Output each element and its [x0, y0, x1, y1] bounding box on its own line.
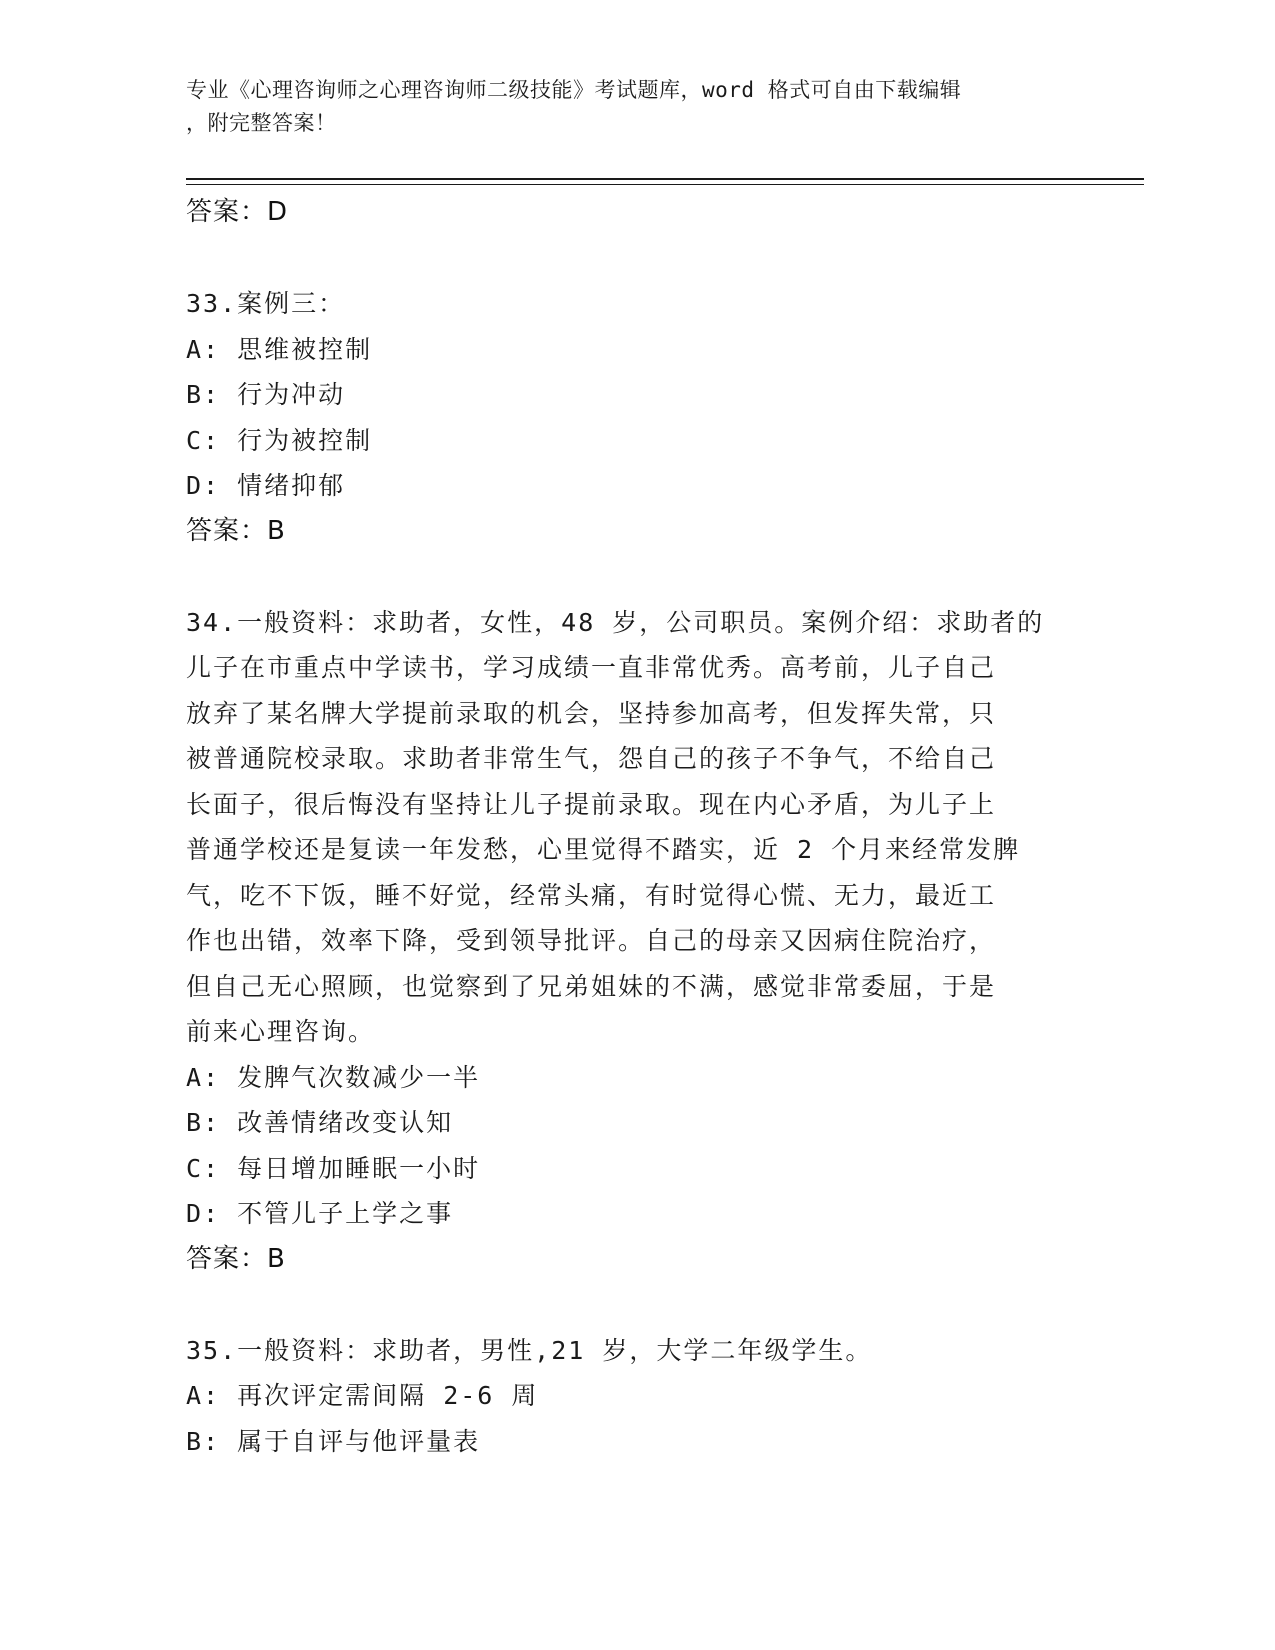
question-stem: 35.一般资料：求助者，男性,21 岁，大学二年级学生。 — [186, 1335, 873, 1365]
question-stem-line: 作也出错，效率下降，受到领导批评。自己的母亲又因病住院治疗， — [186, 926, 997, 955]
question-stem-line: 儿子在市重点中学读书，学习成绩一直非常优秀。高考前，儿子自己 — [186, 653, 997, 682]
question-stem-line: 放弃了某名牌大学提前录取的机会，坚持参加高考，但发挥失常，只 — [186, 698, 997, 728]
option-c: C: 每日增加睡眠一小时 — [186, 1153, 481, 1183]
question-stem-line: 气，吃不下饭，睡不好觉，经常头痛，有时觉得心慌、无力，最近工 — [186, 880, 997, 910]
question-stem-line: 普通学校还是复读一年发愁，心里觉得不踏实，近 2 个月来经常发脾 — [186, 835, 1021, 864]
question-stem-line: 被普通院校录取。求助者非常生气，怨自己的孩子不争气，不给自己 — [186, 744, 997, 773]
question-stem-line: 长面子，很后悔没有坚持让儿子提前录取。现在内心矛盾，为儿子上 — [186, 789, 997, 819]
spacer — [186, 1282, 1066, 1328]
option-a: A: 发脾气次数减少一半 — [186, 1062, 481, 1092]
question-35 — [186, 1328, 1066, 1465]
question-34 — [186, 600, 1066, 1283]
spacer — [186, 554, 1066, 600]
spacer — [186, 236, 1066, 282]
option-d: D: 情绪抑郁 — [186, 471, 346, 500]
option-b: B: 属于自评与他评量表 — [186, 1426, 481, 1456]
question-answer: 答案：B — [186, 1243, 286, 1274]
document-header — [186, 74, 1066, 140]
question-list — [186, 190, 1066, 1464]
header-line-2: ，附完整答案！ — [186, 111, 337, 135]
option-b: B: 行为冲动 — [186, 380, 346, 409]
header-divider-thin — [186, 184, 1144, 185]
question-stem-line: 34.一般资料：求助者，女性，48 岁，公司职员。案例介绍：求助者的 — [186, 607, 1045, 637]
question-33 — [186, 281, 1066, 554]
question-answer: 答案：B — [186, 515, 286, 546]
option-d: D: 不管儿子上学之事 — [186, 1199, 454, 1228]
option-b: B: 改善情绪改变认知 — [186, 1108, 454, 1137]
question-stem-line: 前来心理咨询。 — [186, 1017, 376, 1046]
header-divider-thick — [186, 178, 1144, 180]
option-a: A: 思维被控制 — [186, 334, 373, 364]
previous-answer: 答案：D — [186, 197, 289, 227]
header-line-1: 专业《心理咨询师之心理咨询师二级技能》考试题库，word 格式可自由下载编辑 — [186, 78, 962, 102]
question-stem-line: 但自己无心照顾，也觉察到了兄弟姐妹的不满，感觉非常委屈，于是 — [186, 971, 997, 1001]
question-stem: 33.案例三： — [186, 289, 346, 318]
option-c: C: 行为被控制 — [186, 425, 373, 455]
option-a: A: 再次评定需间隔 2-6 周 — [186, 1381, 539, 1410]
